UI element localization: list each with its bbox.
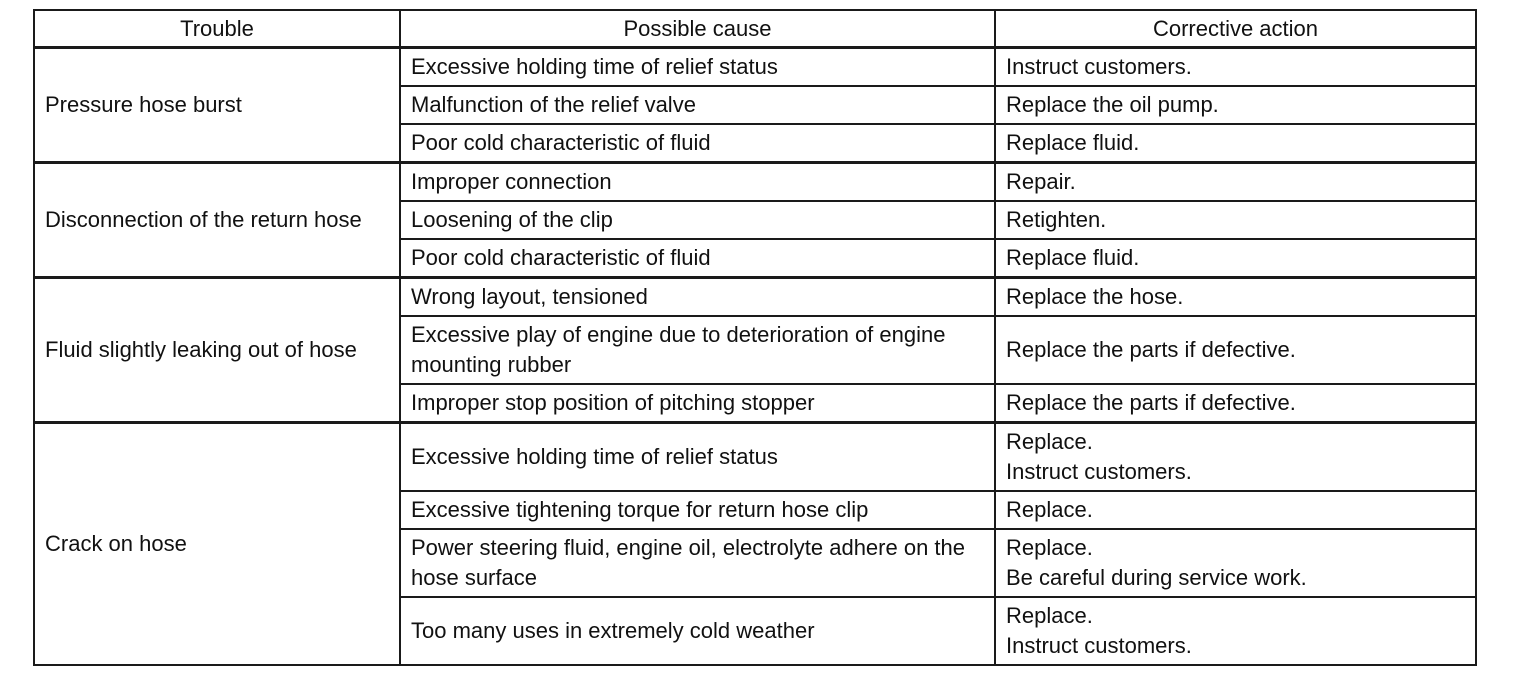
- action-cell: [995, 316, 1476, 384]
- table-row: [34, 163, 1476, 202]
- cause-cell: Power steering fluid, engine oil, electrolyte adhere on the hose surface: [400, 529, 995, 597]
- action-line: Replace.: [1006, 603, 1093, 628]
- cause-cell: Excessive holding time of relief status: [400, 48, 995, 87]
- action-line: Replace.: [1006, 429, 1093, 454]
- cause-cell: Excessive tightening torque for return hose clip: [400, 491, 995, 529]
- action-cell: [995, 86, 1476, 124]
- cause-cell: Excessive play of engine due to deterioration of engine mounting rubber: [400, 316, 995, 384]
- action-cell: [995, 597, 1476, 665]
- trouble-cell: Pressure hose burst: [34, 48, 400, 163]
- action-line: Replace the oil pump.: [1006, 92, 1219, 117]
- troubleshooting-table: [33, 9, 1477, 666]
- action-line: Instruct customers.: [1006, 633, 1192, 658]
- action-line: Instruct customers.: [1006, 54, 1192, 79]
- action-cell: [995, 163, 1476, 202]
- cause-cell: Improper stop position of pitching stopper: [400, 384, 995, 423]
- trouble-cell: Disconnection of the return hose: [34, 163, 400, 278]
- table-row: [34, 278, 1476, 317]
- action-line: Retighten.: [1006, 207, 1107, 232]
- action-line: Replace the parts if defective.: [1006, 390, 1296, 415]
- cause-cell: Poor cold characteristic of fluid: [400, 239, 995, 278]
- action-cell: [995, 529, 1476, 597]
- action-line: Replace.: [1006, 535, 1093, 560]
- cause-cell: Wrong layout, tensioned: [400, 278, 995, 317]
- trouble-cell: Crack on hose: [34, 423, 400, 666]
- cause-cell: Poor cold characteristic of fluid: [400, 124, 995, 163]
- action-cell: [995, 124, 1476, 163]
- action-line: Replace fluid.: [1006, 245, 1140, 270]
- cause-cell: Excessive holding time of relief status: [400, 423, 995, 492]
- cause-cell: Loosening of the clip: [400, 201, 995, 239]
- action-cell: [995, 48, 1476, 87]
- table-header: [34, 10, 1476, 48]
- cause-cell: Improper connection: [400, 163, 995, 202]
- header-possible-cause: Possible cause: [400, 10, 995, 48]
- action-cell: [995, 423, 1476, 492]
- table-body: [34, 48, 1476, 666]
- header-corrective-action: Corrective action: [995, 10, 1476, 48]
- action-line: Be careful during service work.: [1006, 565, 1307, 590]
- action-line: Replace fluid.: [1006, 130, 1140, 155]
- action-cell: [995, 491, 1476, 529]
- action-line: Replace the parts if defective.: [1006, 337, 1296, 362]
- table-row: [34, 423, 1476, 492]
- action-cell: [995, 201, 1476, 239]
- action-line: Repair.: [1006, 169, 1076, 194]
- trouble-cell: Fluid slightly leaking out of hose: [34, 278, 400, 423]
- action-cell: [995, 278, 1476, 317]
- cause-cell: Malfunction of the relief valve: [400, 86, 995, 124]
- action-cell: [995, 384, 1476, 423]
- header-trouble: Trouble: [34, 10, 400, 48]
- header-row: [34, 10, 1476, 48]
- action-line: Replace the hose.: [1006, 284, 1184, 309]
- table-row: [34, 48, 1476, 87]
- action-cell: [995, 239, 1476, 278]
- action-line: Replace.: [1006, 497, 1093, 522]
- cause-cell: Too many uses in extremely cold weather: [400, 597, 995, 665]
- action-line: Instruct customers.: [1006, 459, 1192, 484]
